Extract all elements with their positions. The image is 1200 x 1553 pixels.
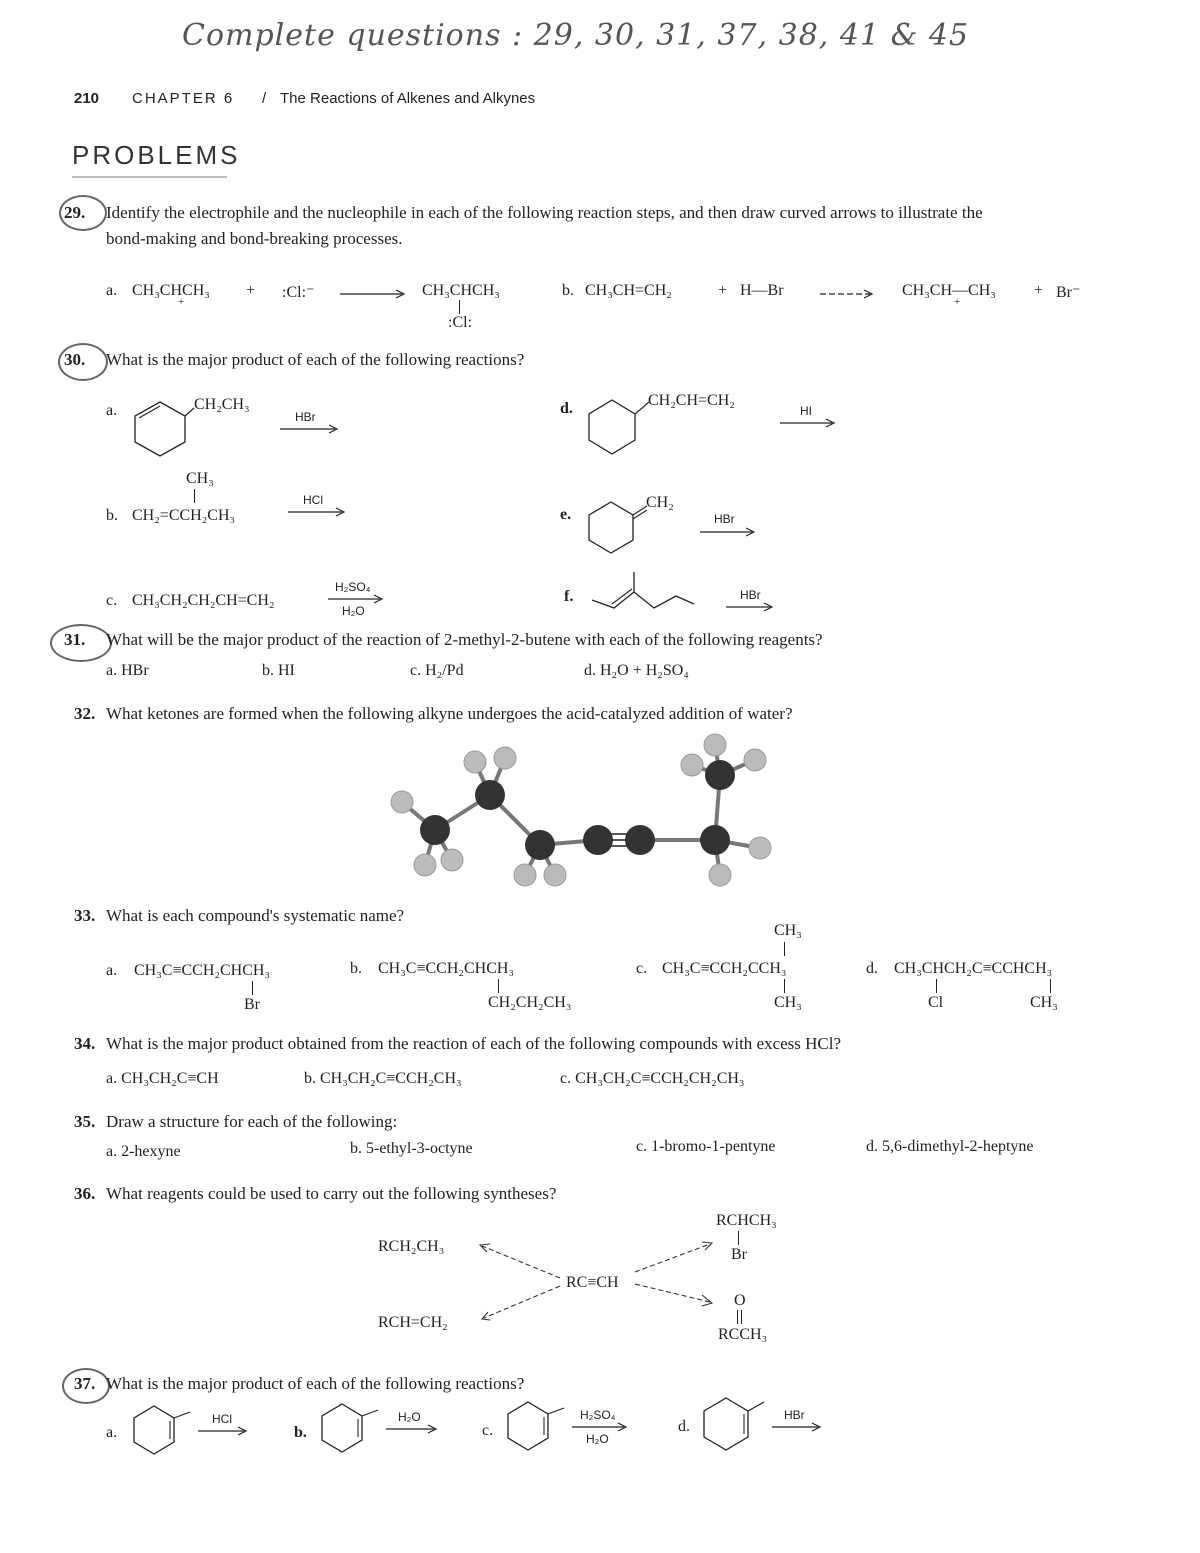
bond-line: [936, 979, 937, 993]
q30-d-label: d.: [560, 400, 573, 417]
q36-bottom-left-product: RCH=CH₂: [378, 1314, 448, 1331]
synthesis-arrows: [470, 1240, 720, 1330]
q30-c-label: c.: [106, 592, 118, 609]
page-number: 210: [74, 90, 100, 107]
q30-b-top: CH₃: [186, 470, 214, 487]
bond-line: [738, 1231, 739, 1245]
q37-d-reagent: HBr: [784, 1408, 805, 1422]
question-32-text: What ketones are formed when the following alkyne undergoes the acid-catalyzed addition of water?: [106, 704, 793, 723]
q36-top-left-product: RCH₂CH₃: [378, 1238, 445, 1255]
q30-f-label: f.: [564, 588, 574, 605]
q30-a-label: a.: [106, 402, 118, 419]
bond-line: [498, 979, 499, 993]
q37-a-reagent: HCl: [212, 1412, 232, 1426]
q33-c-top: CH₃: [774, 922, 802, 939]
q30-c-reagent-top: H₂SO₄: [335, 580, 371, 594]
q29-b-plus: +: [718, 282, 728, 299]
question-36-text: What reagents could be used to carry out the following syntheses?: [106, 1184, 557, 1203]
q33-c-formula: CH₃C≡CCH₂CCH₃: [662, 960, 787, 977]
q30-c-reagent-bottom: H₂O: [342, 604, 365, 618]
q33-d-substituent-1: Cl: [928, 994, 944, 1011]
q30-a-substituent: CH₂CH₃: [194, 396, 250, 413]
question-29-text-line2: bond-making and bond-breaking processes.: [106, 229, 403, 248]
q29-a-product-sub: :Cl:: [448, 314, 473, 331]
q30-b-reagent: HCl: [303, 493, 323, 507]
q29-b-label: b.: [562, 282, 574, 299]
bond-line: [1050, 979, 1051, 993]
chapter-separator: /: [262, 90, 269, 107]
reaction-arrow: [280, 424, 340, 434]
handwritten-note: Complete questions : 29, 30, 31, 37, 38, 41 & 45: [182, 18, 969, 53]
question-34-number: 34.: [74, 1034, 96, 1053]
reaction-arrow: [288, 507, 348, 517]
q36-bottom-right-oxygen: O: [734, 1292, 746, 1309]
q36-starting-alkyne: RC≡CH: [566, 1274, 619, 1291]
q33-b-substituent: CH₂CH₂CH₃: [488, 994, 572, 1011]
question-31-text: What will be the major product of the reaction of 2-methyl-2-butene with each of the following reagents?: [106, 630, 823, 649]
q31-option-b: b. HI: [262, 662, 295, 679]
question-36-number: 36.: [74, 1184, 96, 1203]
q33-c-label: c.: [636, 960, 648, 977]
question-30-number: 30.: [64, 350, 86, 369]
question-34-text: What is the major product obtained from the reaction of each of the following compounds with excess HCl?: [106, 1034, 842, 1053]
bond-line: [194, 489, 195, 503]
q30-c-formula: CH₃CH₂CH₂CH=CH₂: [132, 592, 275, 609]
question-35-text: Draw a structure for each of the following:: [106, 1112, 398, 1131]
q30-a-reagent: HBr: [295, 410, 316, 424]
reaction-arrow: [328, 594, 388, 604]
q29-a-reactant: CH₃CHCH₃: [132, 282, 210, 299]
q34-option-b: b. CH₃CH₂C≡CCH₂CH₃: [304, 1070, 462, 1087]
q34-option-c: c. CH₃CH₂C≡CCH₂CH₂CH₃: [560, 1070, 745, 1087]
reaction-arrow: [700, 527, 760, 537]
q37-a-label: a.: [106, 1424, 118, 1441]
q31-option-c: c. H₂/Pd: [410, 662, 464, 679]
q29-a-label: a.: [106, 282, 118, 299]
q30-b-formula: CH₂=CCH₂CH₃: [132, 507, 236, 524]
q33-c-substituent: CH₃: [774, 994, 802, 1011]
q33-a-substituent: Br: [244, 996, 260, 1013]
q33-b-label: b.: [350, 960, 362, 977]
q37-d-label: d.: [678, 1418, 690, 1435]
q29-b-charge: +: [954, 296, 961, 308]
q35-option-a: a. 2-hexyne: [106, 1143, 181, 1160]
q29-b-product: CH₃CH—CH₃: [902, 282, 996, 299]
reaction-arrow: [386, 1424, 442, 1434]
q29-b-plus2: +: [1034, 282, 1044, 299]
bond-line: [737, 1310, 738, 1324]
question-29-text-line1: Identify the electrophile and the nucleophile in each of the following reaction steps, and then draw curved arrows to illustrate the: [106, 203, 983, 222]
q29-a-product: CH₃CHCH₃: [422, 282, 500, 299]
q33-d-label: d.: [866, 960, 878, 977]
question-32-number: 32.: [74, 704, 96, 723]
q29-b-reactant: CH₃CH=CH₂: [585, 282, 672, 299]
bond-line: [741, 1310, 742, 1324]
bond-line: [784, 942, 785, 956]
q30-f-reagent: HBr: [740, 588, 761, 602]
q33-a-label: a.: [106, 962, 118, 979]
bond-line: [784, 979, 785, 993]
alkene-skeletal-structure: [588, 570, 708, 615]
chapter-title: The Reactions of Alkenes and Alkynes: [280, 90, 536, 107]
bond-line: [459, 300, 460, 314]
q31-option-d: d. H₂O + H₂SO₄: [584, 662, 689, 679]
reaction-arrow: [340, 288, 410, 300]
reaction-arrow: [572, 1422, 632, 1432]
q30-d-substituent: CH₂CH=CH₂: [648, 392, 735, 409]
question-30-text: What is the major product of each of the following reactions?: [106, 350, 525, 369]
question-35-number: 35.: [74, 1112, 96, 1131]
q33-a-formula: CH₃C≡CCH₂CHCH₃: [134, 962, 271, 979]
q33-b-formula: CH₃C≡CCH₂CHCH₃: [378, 960, 515, 977]
q29-b-reagent: H—Br: [740, 282, 784, 299]
q36-top-right-product: RCHCH₃: [716, 1212, 777, 1229]
reaction-arrow: [726, 602, 786, 612]
q29-a-charge: +: [178, 296, 185, 308]
q29-b-ion: Br⁻: [1056, 284, 1081, 301]
q37-c-reagent-bottom: H₂O: [586, 1432, 609, 1446]
alkyne-ball-and-stick-model: [380, 740, 800, 900]
section-underline: [72, 176, 227, 178]
reaction-arrow: [772, 1422, 828, 1432]
reaction-arrow: [820, 288, 880, 300]
q35-option-c: c. 1-bromo-1-pentyne: [636, 1138, 776, 1155]
question-31-number: 31.: [64, 630, 86, 649]
question-33-text: What is each compound's systematic name?: [106, 906, 405, 925]
q37-b-reagent: H₂O: [398, 1410, 421, 1424]
section-title: PROBLEMS: [72, 140, 241, 170]
q34-option-a: a. CH₃CH₂C≡CH: [106, 1070, 219, 1087]
q30-e-substituent: CH₂: [646, 494, 674, 511]
q37-c-reagent-top: H₂SO₄: [580, 1408, 616, 1422]
q30-e-reagent: HBr: [714, 512, 735, 526]
q30-d-reagent: HI: [800, 404, 812, 418]
q37-c-label: c.: [482, 1422, 494, 1439]
reaction-arrow: [780, 418, 840, 428]
cyclohexane-structure: [585, 396, 655, 458]
question-33-number: 33.: [74, 906, 96, 925]
q30-b-label: b.: [106, 507, 118, 524]
question-37-number: 37.: [74, 1374, 96, 1393]
reaction-arrow: [198, 1426, 254, 1436]
q36-bottom-right-product: RCCH₃: [718, 1326, 768, 1343]
q36-top-right-sub: Br: [731, 1246, 747, 1263]
chapter-label: CHAPTER 6: [132, 90, 235, 107]
q30-e-label: e.: [560, 506, 572, 523]
q29-a-plus: +: [246, 282, 256, 299]
q31-option-a: a. HBr: [106, 662, 149, 679]
q33-d-formula: CH₃CHCH₂C≡CCHCH₃: [894, 960, 1053, 977]
q35-option-d: d. 5,6-dimethyl-2-heptyne: [866, 1138, 1034, 1155]
q37-b-label: b.: [294, 1424, 307, 1441]
bond-line: [252, 981, 253, 995]
question-37-text: What is the major product of each of the following reactions?: [106, 1374, 525, 1393]
q29-a-nucleophile: :Cl:⁻: [282, 284, 315, 301]
question-29-number: 29.: [64, 203, 86, 222]
q33-d-substituent-2: CH₃: [1030, 994, 1058, 1011]
q35-option-b: b. 5-ethyl-3-octyne: [350, 1140, 473, 1157]
